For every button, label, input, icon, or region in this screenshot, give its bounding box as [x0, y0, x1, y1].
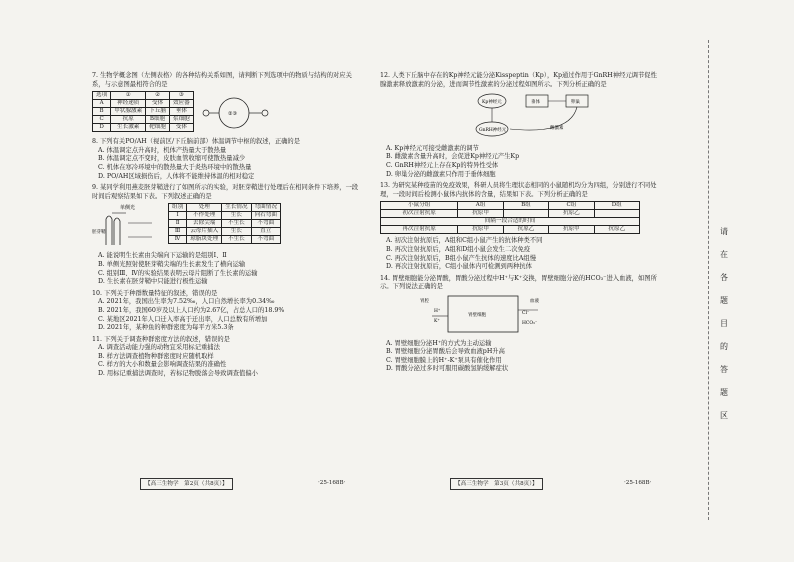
question-13 — [380, 182, 660, 272]
question-9-figure-row — [92, 203, 362, 249]
question-stem: 13. 为研究某种疫苗的免疫效果，科研人员将生理状态相同的小鼠随机均分为四组，分别进行不同处理，一段时间后检测小鼠体内抗体的含量，结果如下表。下列分析正确的是 — [380, 182, 657, 198]
option: C. 某地区2021年人口迁入率高于迁出率，人口总数有所增加 — [98, 315, 268, 323]
option: D. 用标记重捕法调查时，若标记物脱落会导致调查值偏小 — [98, 370, 258, 378]
table-cell: 神经递质 — [111, 100, 146, 108]
table-row — [93, 108, 194, 116]
option: D. 卵巢分泌的雌激素只作用于垂体细胞 — [386, 170, 496, 178]
table-header: 组别 — [169, 204, 187, 212]
option: A. Kp神经元可接受雌激素的调节 — [386, 144, 479, 152]
option: C. 组别Ⅲ、Ⅳ的实验结果表明云母片阻断了生长素的运输 — [98, 269, 258, 277]
table-header: 生长情况 — [222, 204, 251, 212]
table-cell: 靶细胞 — [146, 124, 170, 132]
table-cell: 效应器 — [169, 100, 193, 108]
table-cell: C — [93, 116, 111, 124]
option: B. 样方法调查植物种群密度时应随机取样 — [98, 352, 214, 360]
side-char: 请 — [720, 227, 728, 236]
relationship-diagram — [200, 91, 270, 135]
table-cell: 直立 — [251, 228, 280, 236]
question-9 — [92, 184, 362, 287]
table-cell: 浆细胞 — [169, 116, 193, 124]
diagram-label: 雌激素 — [550, 126, 564, 132]
table-cell: 不生长 — [222, 236, 251, 244]
diagram-label: ②③ — [227, 111, 237, 118]
diagram-node — [262, 110, 268, 116]
diagram-label: Cl⁻ — [522, 310, 530, 316]
table-cell: A — [93, 100, 111, 108]
table-header: ② — [146, 92, 170, 100]
side-char: 区 — [720, 411, 728, 420]
table-cell: 不作处理 — [187, 212, 222, 220]
table-cell: 不弯曲 — [251, 220, 280, 228]
side-char: 题 — [720, 388, 728, 397]
table-cell: 生长 — [222, 212, 251, 220]
option: A. 能说明生长素由尖端向下运输的是组别Ⅰ、Ⅱ — [98, 252, 227, 260]
option: C. 样方的大小和数量会影响调查结果的准确性 — [98, 361, 227, 369]
side-char: 答 — [720, 365, 728, 374]
side-margin-note — [718, 220, 730, 427]
question-stem: 10. 下列关于种群数量特征的叙述，错误的是 — [92, 289, 218, 297]
question-10 — [92, 290, 362, 333]
diagram-label: Kp神经元 — [482, 100, 502, 106]
question-9-table — [168, 203, 281, 244]
side-char: 在 — [720, 250, 728, 259]
question-13-table — [380, 201, 640, 234]
question-stem: 14. 胃壁细胞能分泌胃酸，胃酸分泌过程中H⁺与K⁺交换，胃壁细胞分泌的HCO₃⁻进入血液，如图所示。下列说法正确的是 — [380, 274, 657, 291]
question-7-figure-row — [92, 91, 362, 135]
option: B. 体温调定点不变时，皮肤血管收缩可使散热量减少 — [98, 155, 246, 163]
question-stem: 12. 人类下丘脑中存在的Kp神经元能分泌Kisspeptin（Kp），Kp通过作用于GnRH神经元调节促性腺激素释放激素的分泌，进而调节性激素的分泌过程如图所示。下列分析正确的是 — [380, 72, 657, 88]
table-cell: 抗原乙 — [503, 226, 548, 234]
table-row — [169, 212, 281, 220]
table-cell: 向右弯曲 — [251, 212, 280, 220]
table-cell: 抗原甲 — [458, 210, 503, 218]
table-cell: 抗原甲 — [549, 226, 594, 234]
table-cell — [503, 210, 548, 218]
table-cell: 不弯曲 — [251, 236, 280, 244]
table-cell: 受体 — [146, 100, 170, 108]
table-row — [93, 116, 194, 124]
figure-label: 胚芽鞘 — [92, 230, 106, 236]
side-char: 的 — [720, 342, 728, 351]
table-header: 小鼠分组 — [381, 202, 458, 210]
question-11 — [92, 336, 362, 379]
table-cell: 下丘脑 — [146, 108, 170, 116]
option: A. 初次注射抗原后，A组和C组小鼠产生的抗体种类不同 — [386, 237, 543, 245]
question-7 — [92, 72, 362, 135]
figure-label: 单侧光 — [120, 205, 136, 212]
diagram-node — [203, 110, 209, 116]
table-cell: 间隔一段合适的时间 — [381, 218, 640, 226]
option: B. 2021年，我国60岁及以上人口约为2.67亿，占总人口的18.9% — [98, 306, 285, 314]
table-cell: 生长 — [222, 228, 251, 236]
table-cell: D — [93, 124, 111, 132]
table-cell: 不生长 — [222, 220, 251, 228]
table-cell: 垂体 — [169, 108, 193, 116]
diagram-label: HCO₃⁻ — [522, 320, 538, 326]
option: D. 胃酸分泌过多时可服用碳酸氢钠缓解症状 — [386, 365, 509, 373]
diagram-label: 胃腔 — [420, 298, 429, 304]
option: C. 胃壁细胞膜上的H⁺-K⁺泵具有催化作用 — [386, 356, 502, 364]
table-row — [93, 124, 194, 132]
gastric-cell-diagram — [420, 292, 560, 336]
table-cell: 抗原 — [111, 116, 146, 124]
diagram-label: 胃壁细胞 — [468, 312, 486, 318]
table-header: 处理 — [187, 204, 222, 212]
table-cell — [594, 210, 639, 218]
table-cell: 云母片插入 — [187, 228, 222, 236]
table-cell: 琼脂块处理 — [187, 236, 222, 244]
table-header: A组 — [458, 202, 503, 210]
table-row — [381, 226, 640, 234]
table-row — [169, 220, 281, 228]
table-cell: 抗原甲 — [458, 226, 503, 234]
table-cell: 抗原乙 — [594, 226, 639, 234]
left-column — [92, 72, 362, 382]
option: A. 调查活动能力强的动物宜采用标记重捕法 — [98, 344, 220, 352]
option: A. 体温调定点升高时，机体产热量大于散热量 — [98, 146, 227, 154]
side-char: 各 — [720, 273, 728, 282]
table-row — [381, 218, 640, 226]
side-char: 题 — [720, 296, 728, 305]
table-cell: B — [93, 108, 111, 116]
option: B. 雌激素含量升高时，会促进Kp神经元产生Kp — [386, 153, 520, 161]
diagram-label: K⁺ — [434, 318, 440, 324]
option: A. 2021年，我国出生率为7.52‰，人口自然增长率为0.34‰ — [98, 298, 275, 306]
question-stem: 11. 下列关于调查种群密度方法的叙述，错误的是 — [92, 335, 230, 343]
option: D. PO/AH区域损伤后，人体将不能维持体温的相对稳定 — [98, 172, 255, 180]
question-stem: 9. 某同学利用燕麦胚芽鞘进行了如图所示的实验，对胚芽鞘进行处理后在相同条件下培养，一段时间后观察结果如下表。下列叙述正确的是 — [92, 184, 359, 200]
table-cell: 去除尖端 — [187, 220, 222, 228]
option: D. 生长素在胚芽鞘中只能进行极性运输 — [98, 278, 208, 286]
table-cell: 生长激素 — [111, 124, 146, 132]
table-cell: 初次注射抗原 — [381, 210, 458, 218]
diagram-label: 卵巢 — [571, 100, 580, 106]
page-footer-left: 【高三生物学 第2页（共8页）】 — [140, 478, 233, 490]
binding-margin-line — [708, 40, 709, 520]
diagram-label: 垂体 — [531, 100, 540, 106]
table-header: 选项 — [93, 92, 111, 100]
table-row — [169, 228, 281, 236]
table-row — [169, 236, 281, 244]
coleoptile-figure — [92, 203, 162, 249]
table-cell: 抗原乙 — [549, 210, 594, 218]
option: B. 再次注射抗原后，A组和D组小鼠会发生二次免疫 — [386, 245, 531, 253]
table-header: ③ — [169, 92, 193, 100]
table-header: ① — [111, 92, 146, 100]
page-code-right: ·25-168B· — [624, 480, 652, 486]
table-cell: Ⅱ — [169, 220, 187, 228]
side-char: 目 — [720, 319, 728, 328]
option: B. 单侧光照射使胚芽鞘尖端的生长素发生了横向运输 — [98, 260, 246, 268]
table-cell: Ⅰ — [169, 212, 187, 220]
option: D. 再次注射抗原后，C组小鼠体内可检测到两种抗体 — [386, 263, 532, 271]
diagram-label: GnRH神经元 — [479, 128, 507, 134]
right-column — [380, 72, 660, 377]
table-cell: 甲状腺激素 — [111, 108, 146, 116]
question-8 — [92, 138, 362, 181]
table-cell: 再次注射抗原 — [381, 226, 458, 234]
table-header: 弯曲情况 — [251, 204, 280, 212]
question-12 — [380, 72, 660, 179]
table-cell: Ⅳ — [169, 236, 187, 244]
table-cell: Ⅲ — [169, 228, 187, 236]
page-footer-right: 【高三生物学 第3页（共8页）】 — [450, 478, 543, 490]
feedback-arrow — [510, 107, 577, 130]
page-code-left: ·25-168B· — [318, 480, 346, 486]
table-cell: B细胞 — [146, 116, 170, 124]
option: C. 再次注射抗原后，B组小鼠产生抗体的速度比A组慢 — [386, 254, 537, 262]
option: B. 胃壁细胞分泌胃酸后会导致血液pH升高 — [386, 348, 505, 356]
table-cell: 受体 — [169, 124, 193, 132]
diagram-label: 血液 — [530, 298, 539, 304]
table-header: C组 — [549, 202, 594, 210]
table-row — [381, 210, 640, 218]
option: C. 机体在寒冷环境中的散热量大于炎热环境中的散热量 — [98, 163, 252, 171]
option: D. 2021年，某种鱼的种群密度为每平方米5.3条 — [98, 324, 234, 332]
option: A. 胃壁细胞分泌H⁺的方式为主动运输 — [386, 339, 492, 347]
question-7-table — [92, 91, 194, 132]
hormone-regulation-diagram — [470, 89, 600, 141]
coleoptile-shape — [114, 218, 120, 245]
question-14 — [380, 275, 660, 374]
diagram-label: H⁺ — [434, 308, 441, 314]
table-header: D组 — [594, 202, 639, 210]
question-stem: 7. 生物学概念图（左侧表格）的各种结构关系如图，请判断下列选项中的物质与结构的对应关系，与示意图最相符合的是 — [92, 72, 352, 88]
table-header: B组 — [503, 202, 548, 210]
option: C. GnRH神经元上存在Kp的特异性受体 — [386, 161, 499, 169]
question-stem: 8. 下列有关PO/AH（视前区/下丘脑前部）体温调节中枢的叙述，正确的是 — [92, 138, 301, 146]
table-row — [93, 100, 194, 108]
coleoptile-shape — [106, 216, 112, 245]
